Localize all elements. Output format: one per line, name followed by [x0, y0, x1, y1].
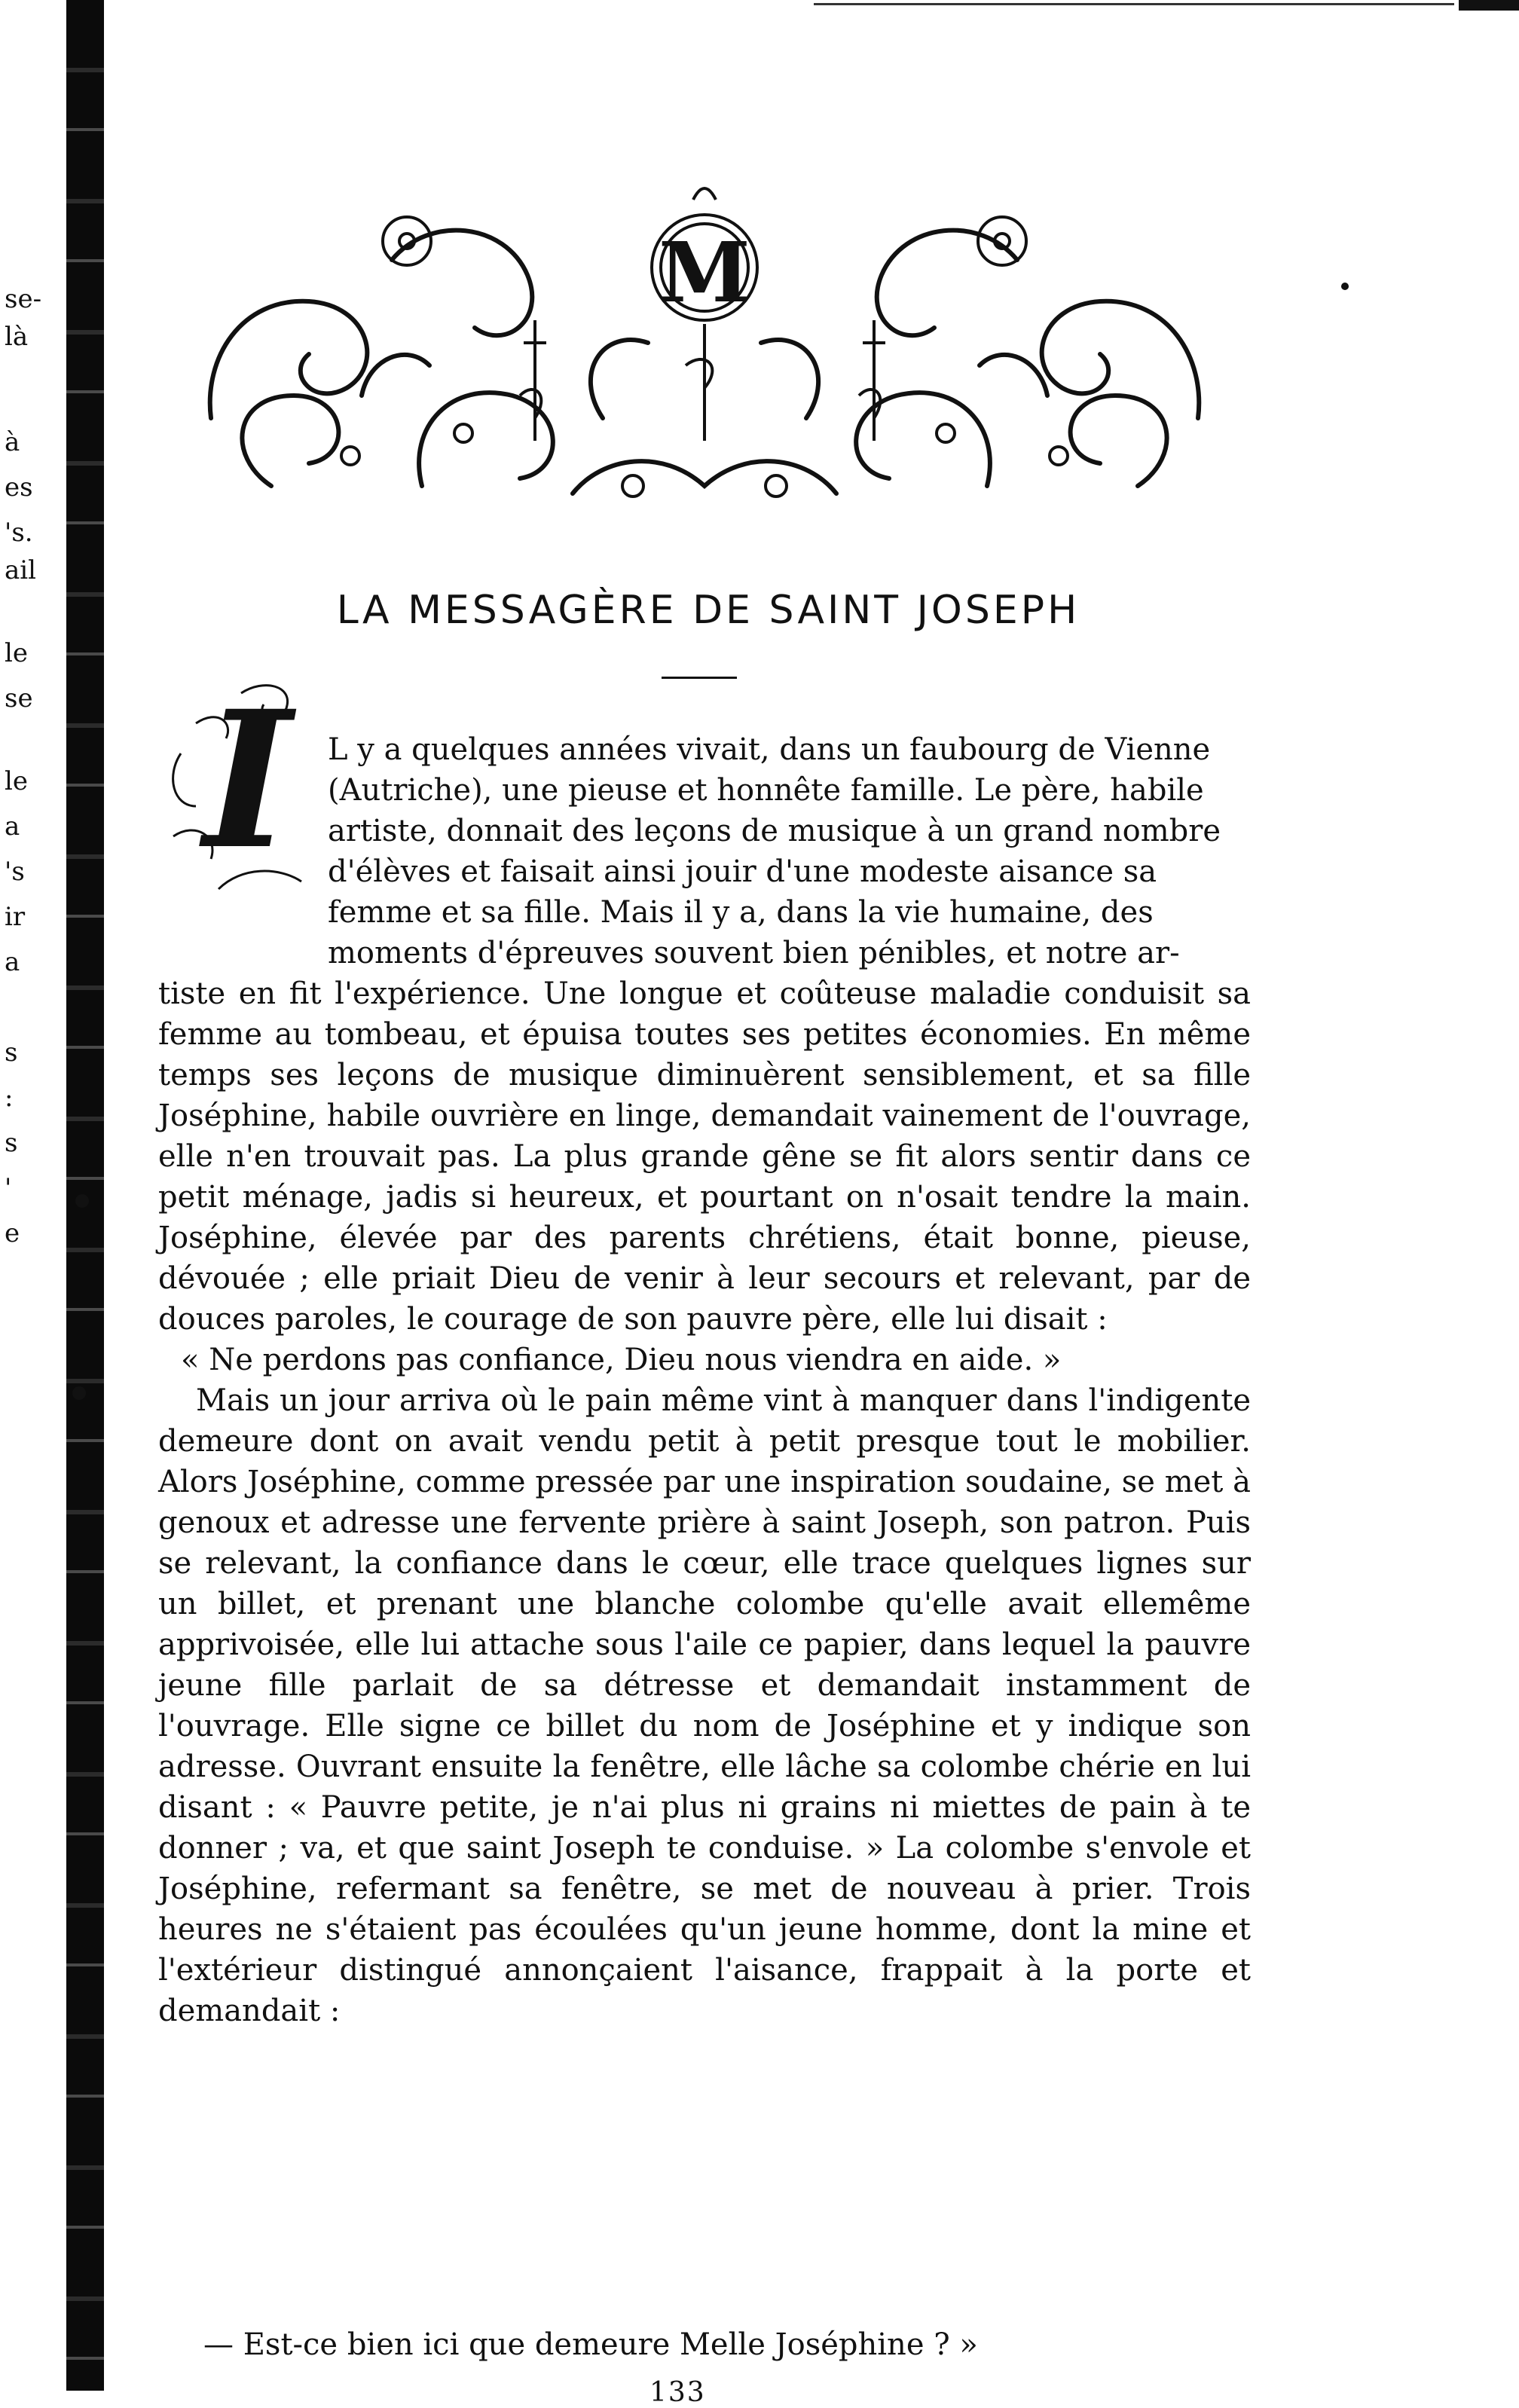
page-number: 133 — [649, 2377, 706, 2408]
text-line: moments d'épreuves souvent bien pénibles, et notre ar- — [328, 936, 1180, 970]
scrollwork-ornament — [181, 170, 1228, 524]
fragment: ir — [5, 902, 26, 932]
fragment: ail — [5, 555, 37, 585]
monogram-letter: M — [659, 224, 750, 321]
fragment: 's. — [5, 518, 33, 548]
paragraph: Mais un jour arriva où le pain même vint à manquer dans l'indigente demeure dont on avait vendu petit à petit presque tout le mobilier. Alors Joséphine, comme pressée par une inspiration soudaine, se met à genoux et adresse une fervente prière à saint Joseph, son patron. Puis se relevant, la confiance dans le cœur, elle trace quelques lignes sur un billet, et prenant une blanche colombe qu'elle avait ellemême apprivoisée, elle lui attache sous l'aile ce papier, dans lequel la pauvre jeune fille parlait de sa détresse et demandait instamment de l'ouvrage. Elle signe ce billet du nom de Joséphine et y indique son adresse. Ouvrant ensuite la fenêtre, elle lâche sa colombe chérie en lui disant : « Pauvre petite, je n'ai plus ni grains ni miettes de pain à te donner ; va, et que saint Joseph te conduise. » La colombe s'envole et Joséphine, refermant sa fenêtre, se met de nouveau à prier. Trois heures ne s'étaient pas écoulées qu'un jeune homme, dont la mine et l'extérieur distingué annonçaient l'aisance, frappait à la porte et demandait : — [158, 1383, 1251, 2028]
ornamental-headpiece — [181, 170, 1228, 524]
dialogue-line: — Est-ce bien ici que demeure Melle Joséphine ? » — [203, 2327, 978, 2362]
fragment: ' — [5, 1173, 12, 1203]
text-line: artiste, donnait des leçons de musique à un grand nombre — [328, 814, 1221, 848]
title-rule — [662, 677, 737, 679]
fragment: es — [5, 472, 33, 503]
scan-line — [814, 3, 1454, 5]
text-line: (Autriche), une pieuse et honnête famille. Le père, habile — [328, 773, 1204, 808]
fragment: 's — [5, 857, 25, 887]
fragment: a — [5, 811, 20, 842]
scan-block — [1459, 0, 1519, 11]
spine-mark — [75, 1194, 89, 1208]
speck — [1341, 283, 1349, 290]
fragment: : — [5, 1083, 14, 1113]
fragment: là — [5, 322, 29, 352]
text-line: femme et sa fille. Mais il y a, dans la vie humaine, des — [328, 895, 1154, 930]
scan-edge-top — [814, 0, 1519, 11]
fragment: le — [5, 766, 28, 796]
spine-mark — [72, 1386, 86, 1400]
fragment: s — [5, 1128, 18, 1158]
paragraph — [158, 729, 1251, 1380]
fragment: se — [5, 683, 33, 714]
text-line: L y a quelques années vivait, dans un faubourg de Vienne — [328, 732, 1211, 767]
fragment: se- — [5, 284, 42, 314]
fragment: a — [5, 947, 20, 977]
fragment: s — [5, 1037, 18, 1068]
fragment: à — [5, 427, 20, 457]
paragraph-text: tiste en fit l'expérience. Une longue et coûteuse maladie conduisit sa femme au tombeau, et épuisa toutes ses petites économies. En même temps ses leçons de musique diminuèrent sensiblement, et sa fille Joséphine, habile ouvrière en linge, demandait vainement de l'ouvrage, elle n'en trouvait pas. La plus grande gêne se fit alors sentir dans ce petit ménage, jadis si heureux, et pourtant on n'osait tendre la main. Joséphine, élevée par des parents chrétiens, était bonne, pieuse, dévouée ; elle priait Dieu de venir à leur secours et relevant, par de douces paroles, le courage de son pauvre père, elle lui disait : — [158, 976, 1251, 1337]
chapter-title: LA MESSAGÈRE DE SAINT JOSEPH — [336, 588, 1080, 633]
fragment: e — [5, 1218, 20, 1248]
fragment: le — [5, 638, 28, 668]
quotation: « Ne perdons pas confiance, Dieu nous viendra en aide. » — [181, 1343, 1062, 1377]
dropcap-letter: I — [203, 669, 292, 891]
text-line: d'élèves et faisait ainsi jouir d'une modeste aisance sa — [328, 854, 1157, 889]
